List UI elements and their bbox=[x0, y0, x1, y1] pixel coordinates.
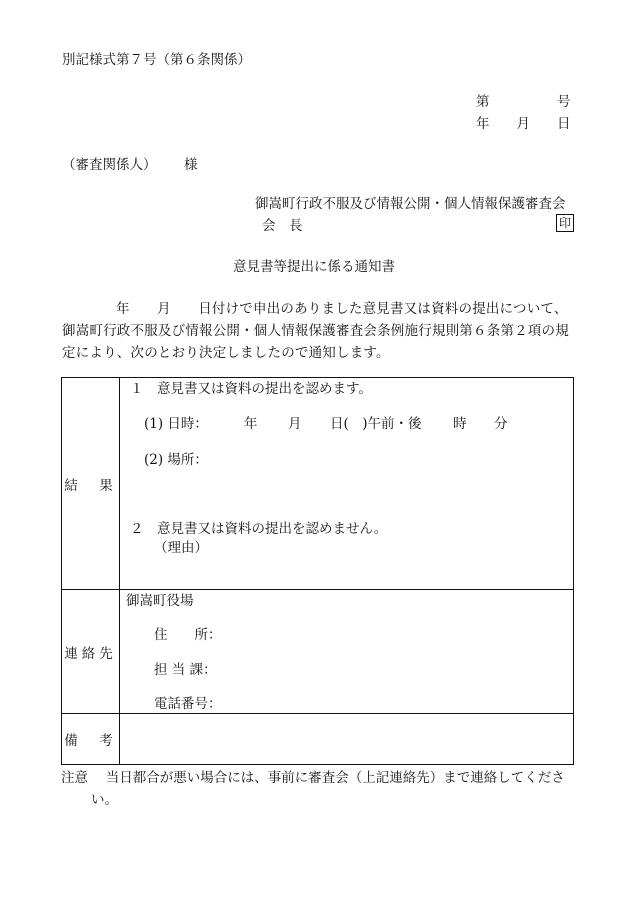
remarks-label: 備 考 bbox=[62, 714, 120, 765]
sender-organization: 御嵩町行政不服及び情報公開・個人情報保護審査会 bbox=[255, 196, 566, 212]
note-prefix: 注意 bbox=[61, 770, 88, 786]
address-label: 住 所： bbox=[154, 627, 222, 643]
contact-row bbox=[62, 590, 574, 714]
result-cell bbox=[120, 378, 574, 590]
contact-cell bbox=[120, 590, 574, 714]
note-text-line1: 当日都合が悪い場合には、事前に審査会（上記連絡先）まで連絡してくださ bbox=[105, 770, 565, 786]
seal-stamp: 印 bbox=[556, 214, 574, 232]
phone-label: 電話番号： bbox=[154, 696, 222, 712]
remarks-cell bbox=[120, 714, 574, 765]
datetime-year: 年 bbox=[244, 416, 258, 432]
datetime-day-ampm: 日( )午前・後 bbox=[330, 416, 422, 432]
contact-label: 連絡先 bbox=[62, 590, 120, 714]
document-title: 意見書等提出に係る通知書 bbox=[233, 259, 395, 275]
result-row bbox=[62, 378, 574, 590]
sender-title: 会 長 bbox=[262, 218, 303, 234]
datetime-minute: 分 bbox=[494, 416, 508, 432]
contact-office: 御嵩町役場 bbox=[126, 593, 194, 609]
place-label: (2) 場所： bbox=[144, 452, 208, 468]
body-paragraph: 年 月 日付けで申出のありました意見書又は資料の提出について、御嵩町行政不服及び情報公開・個人情報保護審査会条例施行規則第６条第２項の規定により、次のとおり決定しましたので通知します。 bbox=[62, 301, 569, 361]
note-text-line2: い。 bbox=[91, 792, 118, 808]
document-date: 年 月 日 bbox=[476, 116, 571, 132]
datetime-hour: 時 bbox=[453, 416, 467, 432]
addressee-name: （審査関係人） bbox=[62, 157, 157, 173]
note bbox=[61, 767, 581, 811]
datetime-month: 月 bbox=[288, 416, 302, 432]
result-item-2: ２ 意見書又は資料の提出を認めません。 bbox=[130, 521, 388, 537]
decision-table bbox=[61, 377, 574, 765]
document-number: 第 号 bbox=[476, 94, 571, 110]
result-label: 結 果 bbox=[62, 378, 120, 590]
datetime-label: (1) 日時： bbox=[144, 416, 208, 432]
result-item-1: １ 意見書又は資料の提出を認めます。 bbox=[130, 381, 372, 397]
addressee-honorific: 様 bbox=[184, 157, 198, 173]
department-label: 担 当 課： bbox=[154, 662, 217, 678]
remarks-row bbox=[62, 714, 574, 765]
reason-label: （理由） bbox=[154, 540, 208, 556]
form-id: 別記様式第７号（第６条関係） bbox=[62, 52, 251, 68]
